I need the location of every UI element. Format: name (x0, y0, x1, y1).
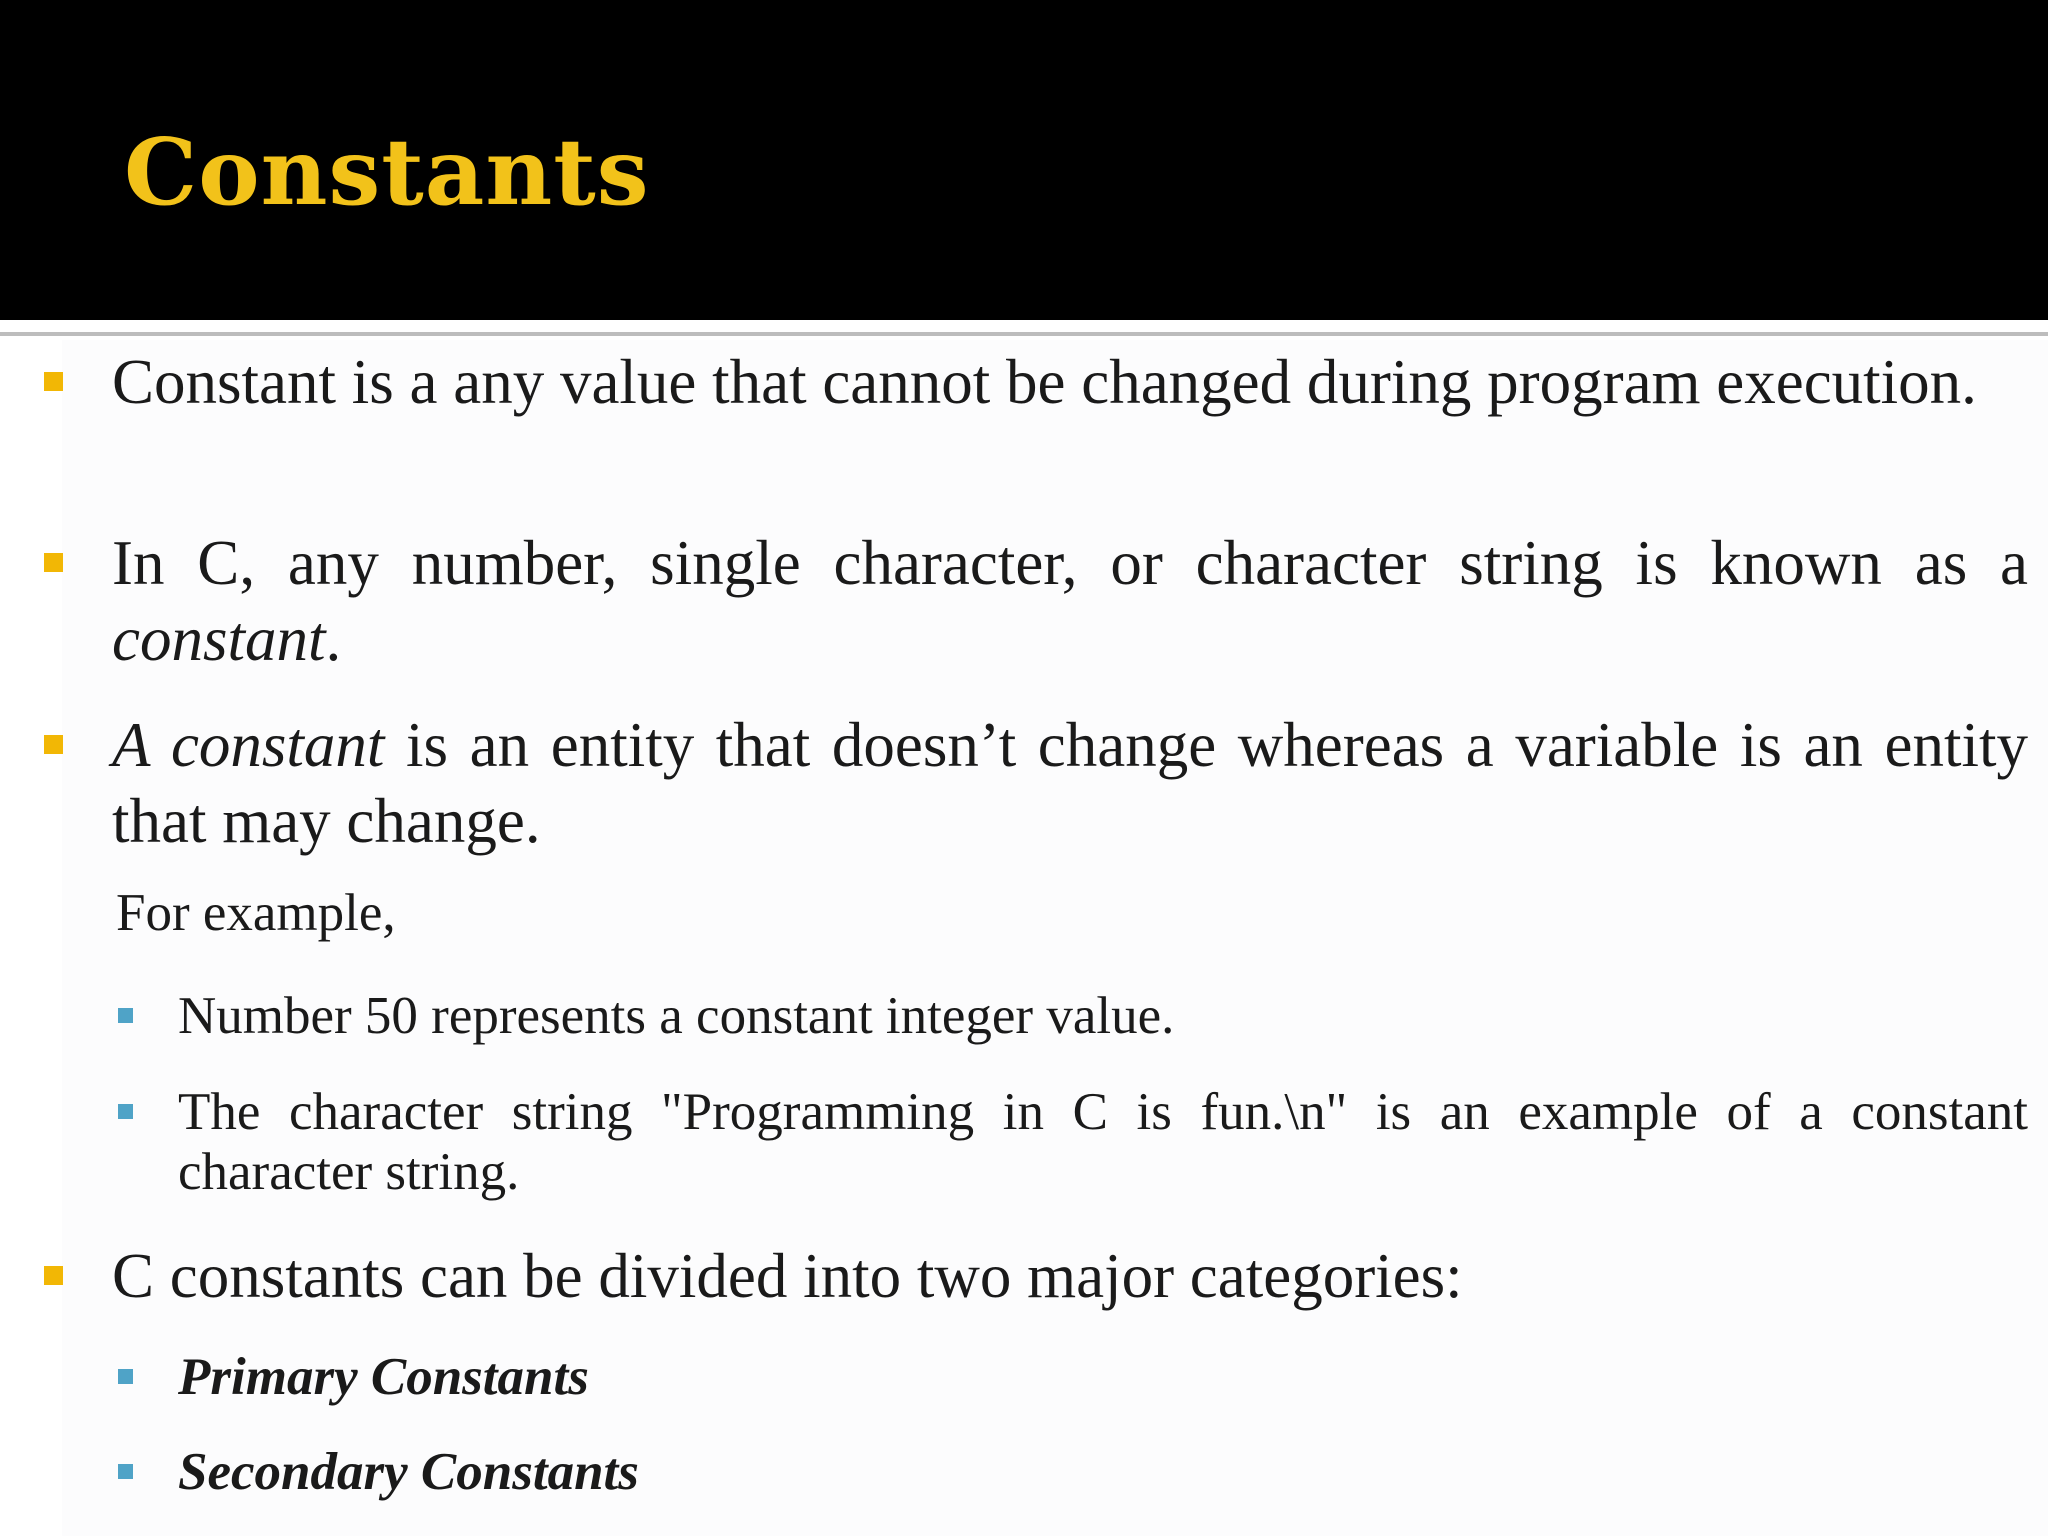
sub-bullet-square-icon (118, 1104, 133, 1119)
bullet-emphasis: constant (112, 604, 326, 674)
bullet-text: In C, any number, single character, or character string is known as a (112, 528, 2028, 598)
bullet-square-icon (44, 1266, 63, 1285)
title-bar (0, 0, 2048, 320)
bullet-item-2 (112, 525, 2028, 677)
bullet-item-3 (112, 707, 2028, 859)
bullet-emphasis: A constant (112, 710, 385, 780)
slide-title: Constants (124, 118, 650, 226)
bullet-item-1 (112, 344, 2028, 420)
title-divider (0, 332, 2048, 336)
bullet-square-icon (44, 553, 63, 572)
bullet-square-icon (44, 735, 63, 754)
category-text: Primary Constants (178, 1348, 589, 1406)
bullet-text: Constant is a any value that cannot be changed during program execution. (112, 347, 1977, 417)
sub-bullet-square-icon (118, 1464, 133, 1479)
bullet-square-icon (44, 372, 63, 391)
example-item-2 (178, 1082, 2028, 1202)
example-text: The character string "Programming in C is fun.\n" is an example of a constant character string. (178, 1083, 2028, 1201)
category-item-2 (178, 1442, 2028, 1502)
example-label: For example, (116, 884, 396, 942)
example-item-1 (178, 986, 2028, 1046)
category-text: Secondary Constants (178, 1443, 639, 1501)
bullet-text: C constants can be divided into two major categories: (112, 1241, 1463, 1311)
example-text: Number 50 represents a constant integer value. (178, 987, 1175, 1045)
category-item-1 (178, 1347, 2028, 1407)
sub-bullet-square-icon (118, 1008, 133, 1023)
bullet-item-4 (112, 1238, 2028, 1314)
bullet-text: is an entity that doesn’t change whereas a variable is an entity that may change. (112, 710, 2028, 856)
bullet-text-end: . (325, 604, 342, 674)
sub-bullet-square-icon (118, 1369, 133, 1384)
